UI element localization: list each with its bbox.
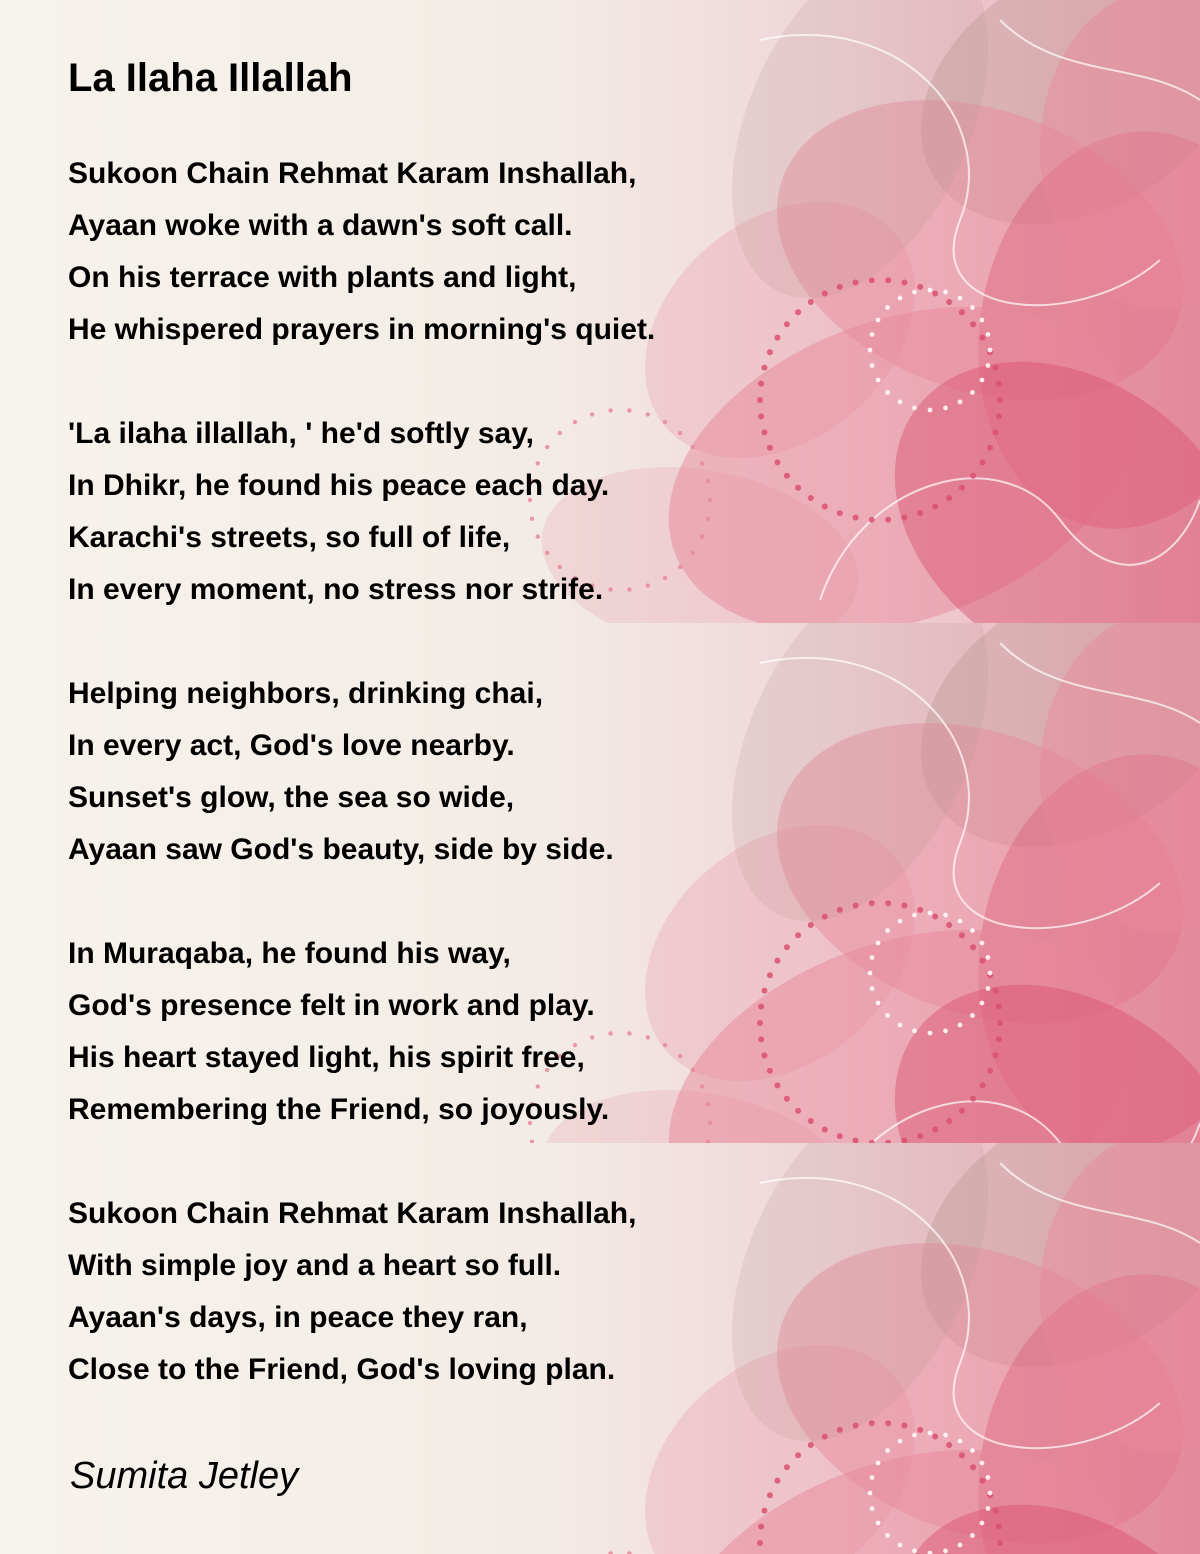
poem-line: Remembering the Friend, so joyously. xyxy=(68,1093,610,1126)
poem-line: Karachi's streets, so full of life, xyxy=(68,521,511,554)
poem-stanza xyxy=(68,408,968,616)
poem-author: Sumita Jetley xyxy=(70,1455,299,1497)
poem-line: In Dhikr, he found his peace each day. xyxy=(68,469,610,502)
poem-body xyxy=(68,148,968,1448)
poem-stanza xyxy=(68,928,968,1136)
poem-line: Ayaan saw God's beauty, side by side. xyxy=(68,833,614,866)
poem-line: Helping neighbors, drinking chai, xyxy=(68,677,544,710)
poem-line: With simple joy and a heart so full. xyxy=(68,1249,562,1282)
poem-line: On his terrace with plants and light, xyxy=(68,261,577,294)
poem-line: Ayaan woke with a dawn's soft call. xyxy=(68,209,573,242)
poem-line: His heart stayed light, his spirit free, xyxy=(68,1041,585,1074)
poem-line: Close to the Friend, God's loving plan. xyxy=(68,1353,616,1386)
poem-title: La Ilaha Illallah xyxy=(68,56,353,100)
poem-line: Sukoon Chain Rehmat Karam Inshallah, xyxy=(68,157,637,190)
poem-line: Sukoon Chain Rehmat Karam Inshallah, xyxy=(68,1197,637,1230)
poem-stanza xyxy=(68,148,968,356)
poem-line: In every moment, no stress nor strife. xyxy=(68,573,604,606)
poem-line: 'La ilaha illallah, ' he'd softly say, xyxy=(68,417,534,450)
poem-stanza xyxy=(68,668,968,876)
poem-line: In every act, God's love nearby. xyxy=(68,729,515,762)
poem-line: Ayaan's days, in peace they ran, xyxy=(68,1301,528,1334)
poem-line: In Muraqaba, he found his way, xyxy=(68,937,511,970)
poem-stanza xyxy=(68,1188,968,1396)
poem-line: He whispered prayers in morning's quiet. xyxy=(68,313,656,346)
poem-line: Sunset's glow, the sea so wide, xyxy=(68,781,515,814)
poem-line: God's presence felt in work and play. xyxy=(68,989,595,1022)
